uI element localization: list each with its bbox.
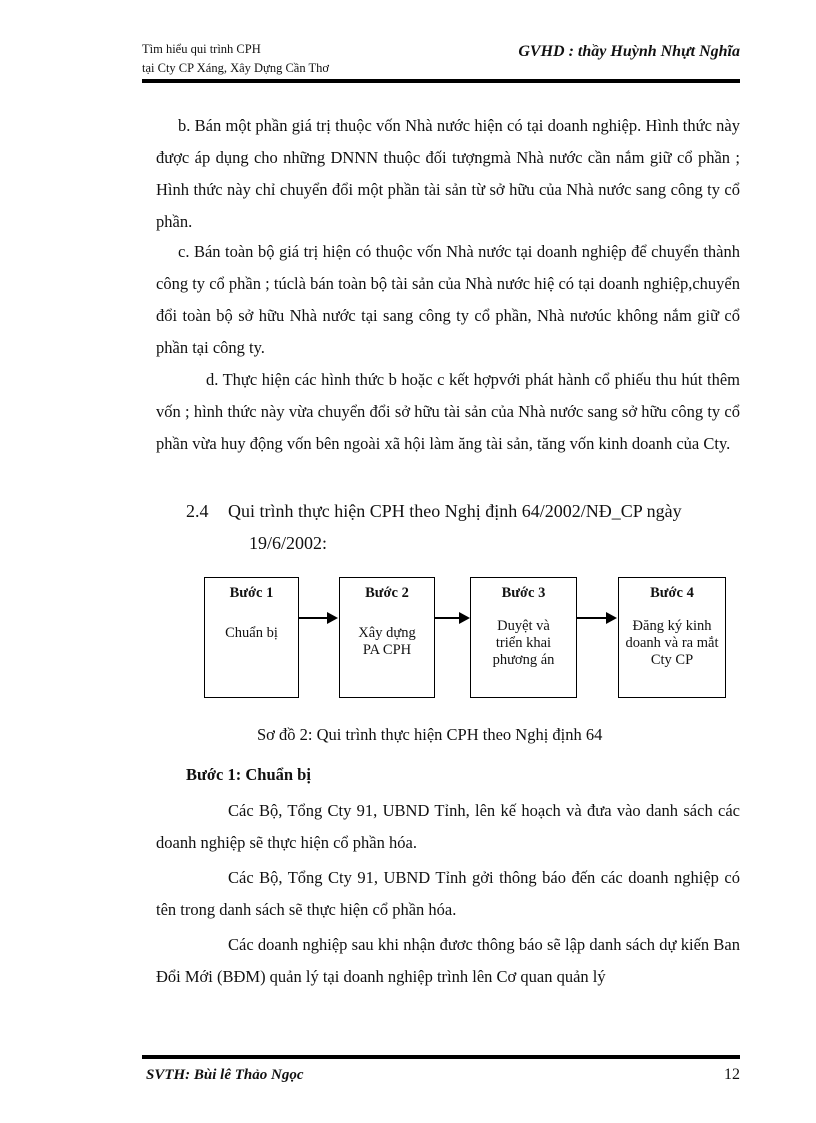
step-2-desc: Xây dựng PA CPH (358, 625, 416, 658)
section-number: 2.4 (186, 501, 209, 521)
section-title-line1: Qui trình thực hiện CPH theo Nghị định 64/2002/NĐ_CP ngày (228, 501, 682, 521)
step1-paragraph-1: Các Bộ, Tổng Cty 91, UBND Tỉnh, lên kế hoạch và đưa vào danh sách các doanh nghiệp sẽ thực hiện cổ phần hóa. (156, 801, 740, 852)
header-title-line2: tại Cty CP Xáng, Xây Dựng Cần Thơ (142, 61, 329, 75)
step-1-desc: Chuẩn bị (225, 625, 278, 641)
step-box-4 (618, 577, 726, 698)
paragraph-c: c. Bán toàn bộ giá trị hiện có thuộc vốn Nhà nước tại doanh nghiệp để chuyển thành công ty cổ phần ; túclà bán toàn bộ tài sản của Nhà nước hiệ có tại doanh nghiệp,chuyển đổi toàn bộ sở hữu Nhà nước tại sang công ty cổ phần, Nhà nươúc không nắm giữ cổ phần tại công ty. (156, 242, 740, 357)
paragraph-d-block (156, 364, 740, 460)
step-2-title: Bước 2 (365, 585, 409, 601)
step-4-desc: Đăng ký kinh doanh và ra mắt Cty CP (625, 618, 719, 668)
step-3-desc: Duyệt và triển khai phương án (492, 618, 555, 668)
arrowhead-3-4 (606, 612, 617, 624)
arrow-3-4 (577, 617, 606, 619)
step-4-title: Bước 4 (650, 585, 694, 601)
arrow-2-3 (435, 617, 459, 619)
page-header (142, 40, 740, 80)
step1-p3-block (156, 929, 740, 993)
step-1-title: Bước 1 (229, 585, 274, 601)
paragraph-d: d. Thực hiện các hình thức b hoặc c kết hợpvới phát hành cổ phiếu thu hút thêm vốn ; hình thức này vừa chuyển đổi sở hữu tài sản của Nhà nước sang sở hữu công ty cổ phần vừa huy động vốn bên ngoài xã hội làm ăng tài sản, tăng vốn kinh doanh của Cty. (156, 370, 740, 453)
section-title-line2: 19/6/2002: (249, 533, 328, 553)
paragraph-c-block (156, 236, 740, 364)
paragraph-b-block (156, 110, 740, 238)
step-box-1 (204, 577, 299, 698)
paragraph-b: b. Bán một phần giá trị thuộc vốn Nhà nước hiện có tại doanh nghiệp. Hình thức này được áp dụng cho những DNNN thuộc đối tượngmà Nhà nước cần nắm giữ cổ phần ; Hình thức này chỉ chuyển đổi một phần tài sản từ sở hữu của Nhà nước sang công ty cổ phần. (156, 116, 740, 231)
arrowhead-1-2 (327, 612, 338, 624)
diagram-caption: Sơ đồ 2: Qui trình thực hiện CPH theo Nghị định 64 (257, 725, 603, 744)
footer-author: SVTH: Bùi lê Thảo Ngọc (146, 1067, 304, 1083)
step-box-2 (339, 577, 435, 698)
step1-p1-block (156, 795, 740, 859)
step1-paragraph-2: Các Bộ, Tổng Cty 91, UBND Tỉnh gởi thông báo đến các doanh nghiệp có tên trong danh sách sẽ thực hiện cổ phần hóa. (156, 868, 740, 919)
arrow-1-2 (299, 617, 327, 619)
arrowhead-2-3 (459, 612, 470, 624)
step1-paragraph-3: Các doanh nghiệp sau khi nhận đươc thông báo sẽ lập danh sách dự kiến Ban Đổi Mới (BĐM) quản lý tại doanh nghiệp trình lên Cơ quan quản lý (156, 935, 740, 986)
footer-rule (142, 1055, 740, 1059)
section-title (186, 495, 742, 559)
header-title-line1: Tìm hiểu qui trình CPH (142, 42, 261, 56)
header-document-title (142, 40, 329, 78)
step-3-title: Bước 3 (501, 585, 546, 601)
page-number: 12 (724, 1066, 740, 1083)
step1-p2-block (156, 862, 740, 926)
step-box-3 (470, 577, 577, 698)
step1-heading: Bước 1: Chuẩn bị (186, 765, 311, 784)
header-rule (142, 79, 740, 83)
header-supervisor: GVHD : thầy Huỳnh Nhựt Nghĩa (518, 43, 740, 60)
